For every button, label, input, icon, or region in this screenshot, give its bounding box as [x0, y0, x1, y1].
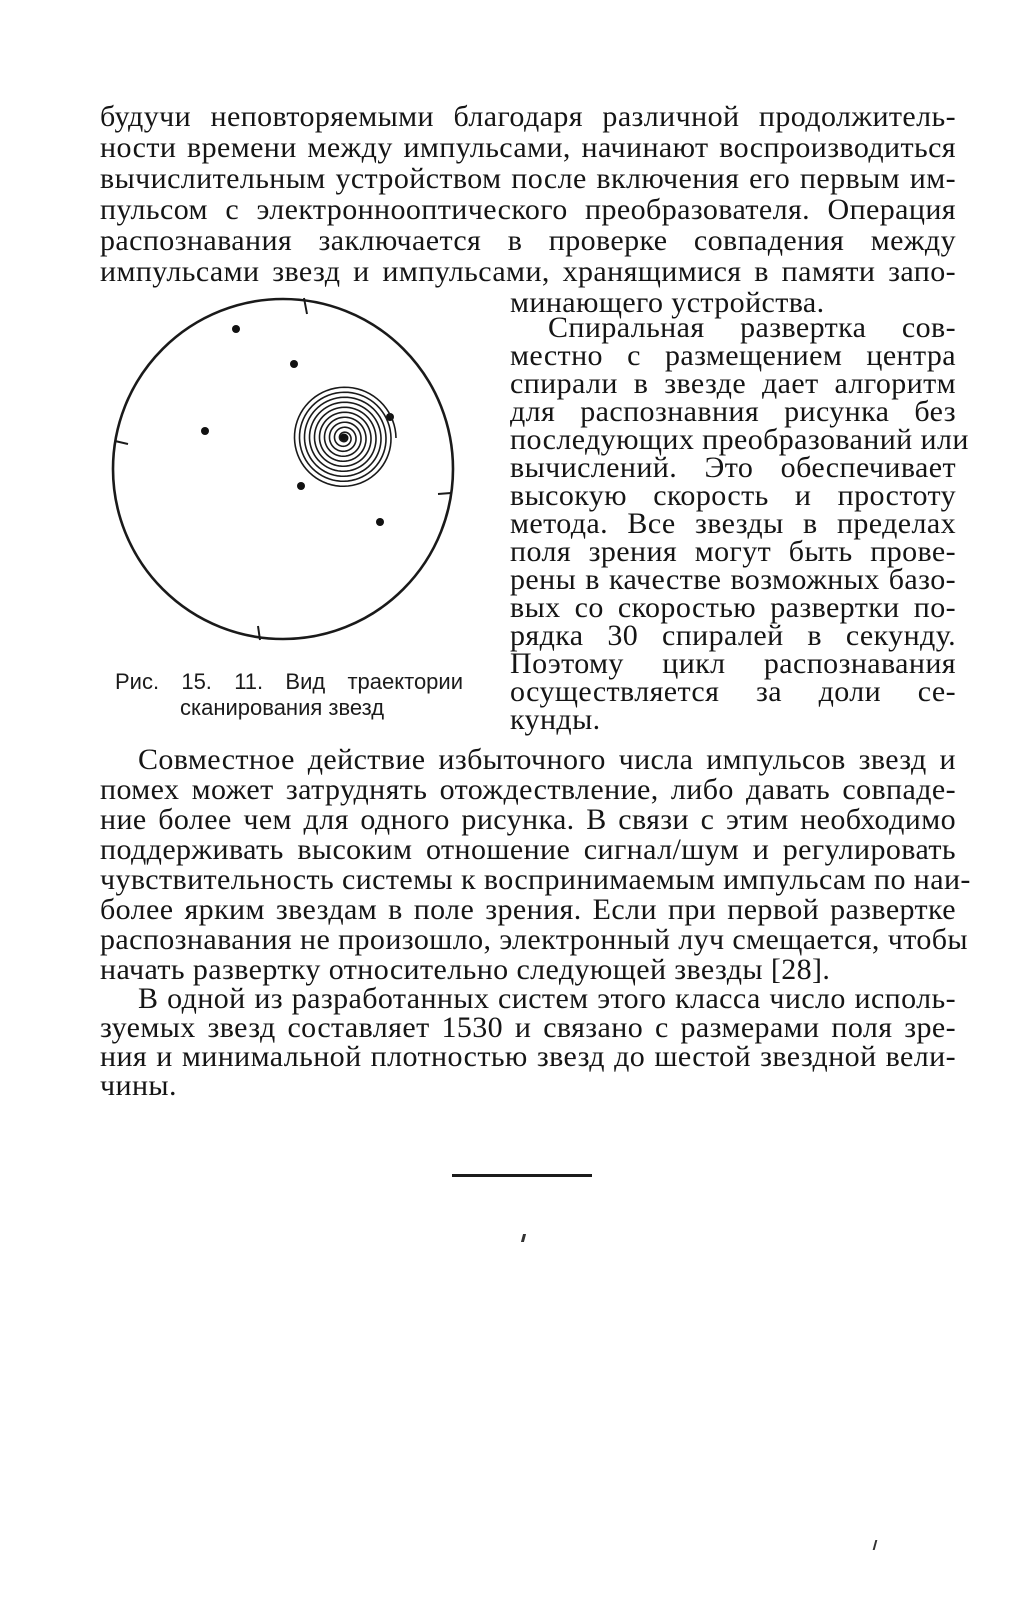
- end-rule: [452, 1174, 592, 1177]
- figure-caption-line1: Рис. 15. 11. Вид траектории: [115, 669, 463, 694]
- text-line: чувствительность системы к воспринимаемым импульсам по наи-: [100, 863, 971, 896]
- text-line: пульсом с электроннооптического преобразователя. Операция: [100, 193, 956, 226]
- text-line: распознавания не произошло, электронный луч смещается, чтобы: [100, 923, 968, 956]
- text-line: Спиральная развертка сов-: [548, 311, 956, 344]
- text-line: поля зрения могут быть прове-: [510, 535, 956, 568]
- text-line: зуемых звезд составляет 1530 и связано с размерами поля зре-: [100, 1011, 956, 1044]
- star-dot: [376, 518, 384, 526]
- text-line: В одной из разработанных систем этого класса число исполь-: [138, 982, 956, 1015]
- text-line: высокую скорость и простоту: [510, 479, 956, 512]
- text-line: ние более чем для одного рисунка. В связи с этим необходимо: [100, 803, 956, 836]
- text-line: минающего устройства.: [510, 286, 825, 319]
- text-line: помех может затруднять отождествление, либо давать совпаде-: [100, 773, 956, 806]
- text-line: будучи неповторяемыми благодаря различной продолжитель-: [100, 100, 956, 133]
- text-line: вычислений. Это обеспечивает: [510, 451, 956, 484]
- text-line: Совместное действие избыточного числа импульсов звезд и: [138, 743, 956, 776]
- figure-caption-line2: сканирования звезд: [180, 695, 385, 720]
- text-line: ния и минимальной плотностью звезд до шестой звездной вели-: [100, 1040, 956, 1073]
- field-of-view-circle: [113, 299, 453, 639]
- text-line: кунды.: [510, 703, 601, 736]
- star-dot: [297, 482, 305, 490]
- text-line: чины.: [100, 1069, 177, 1102]
- star-scan-figure: [100, 282, 480, 654]
- text-line: ности времени между импульсами, начинают воспроизводиться: [100, 131, 956, 164]
- text-line: вых со скоростью развертки по-: [510, 591, 956, 624]
- print-speck: [521, 1234, 526, 1242]
- text-line: вычислительным устройством после включения его первым им-: [100, 162, 956, 195]
- tick-mark: [438, 493, 451, 494]
- star-dot: [232, 325, 240, 333]
- print-speck: [873, 1540, 878, 1550]
- text-line: последующих преобразований или: [510, 423, 969, 456]
- text-line: осуществляется за доли се-: [510, 675, 956, 708]
- text-line: спирали в звезде дает алгоритм: [510, 367, 956, 400]
- text-line: рядка 30 спиралей в секунду.: [510, 619, 956, 652]
- tick-mark: [115, 441, 128, 444]
- star-dot: [290, 360, 298, 368]
- text-line: метода. Все звезды в пределах: [510, 507, 956, 540]
- text-line: Поэтому цикл распознавания: [510, 647, 956, 680]
- star-dot: [201, 427, 209, 435]
- text-line: более ярким звездам в поле зрения. Если при первой развертке: [100, 893, 956, 926]
- text-line: распознавания заключается в проверке совпадения между: [100, 224, 956, 257]
- text-line: импульсами звезд и импульсами, хранящимися в памяти запо-: [100, 255, 956, 288]
- text-line: поддерживать высоким отношение сигнал/шум и регулировать: [100, 833, 956, 866]
- text-line: для распознавния рисунка без: [510, 395, 956, 428]
- text-line: начать развертку относительно следующей звезды [28].: [100, 953, 831, 986]
- text-line: местно с размещением центра: [510, 339, 956, 372]
- text-line: рены в качестве возможных базо-: [510, 563, 956, 596]
